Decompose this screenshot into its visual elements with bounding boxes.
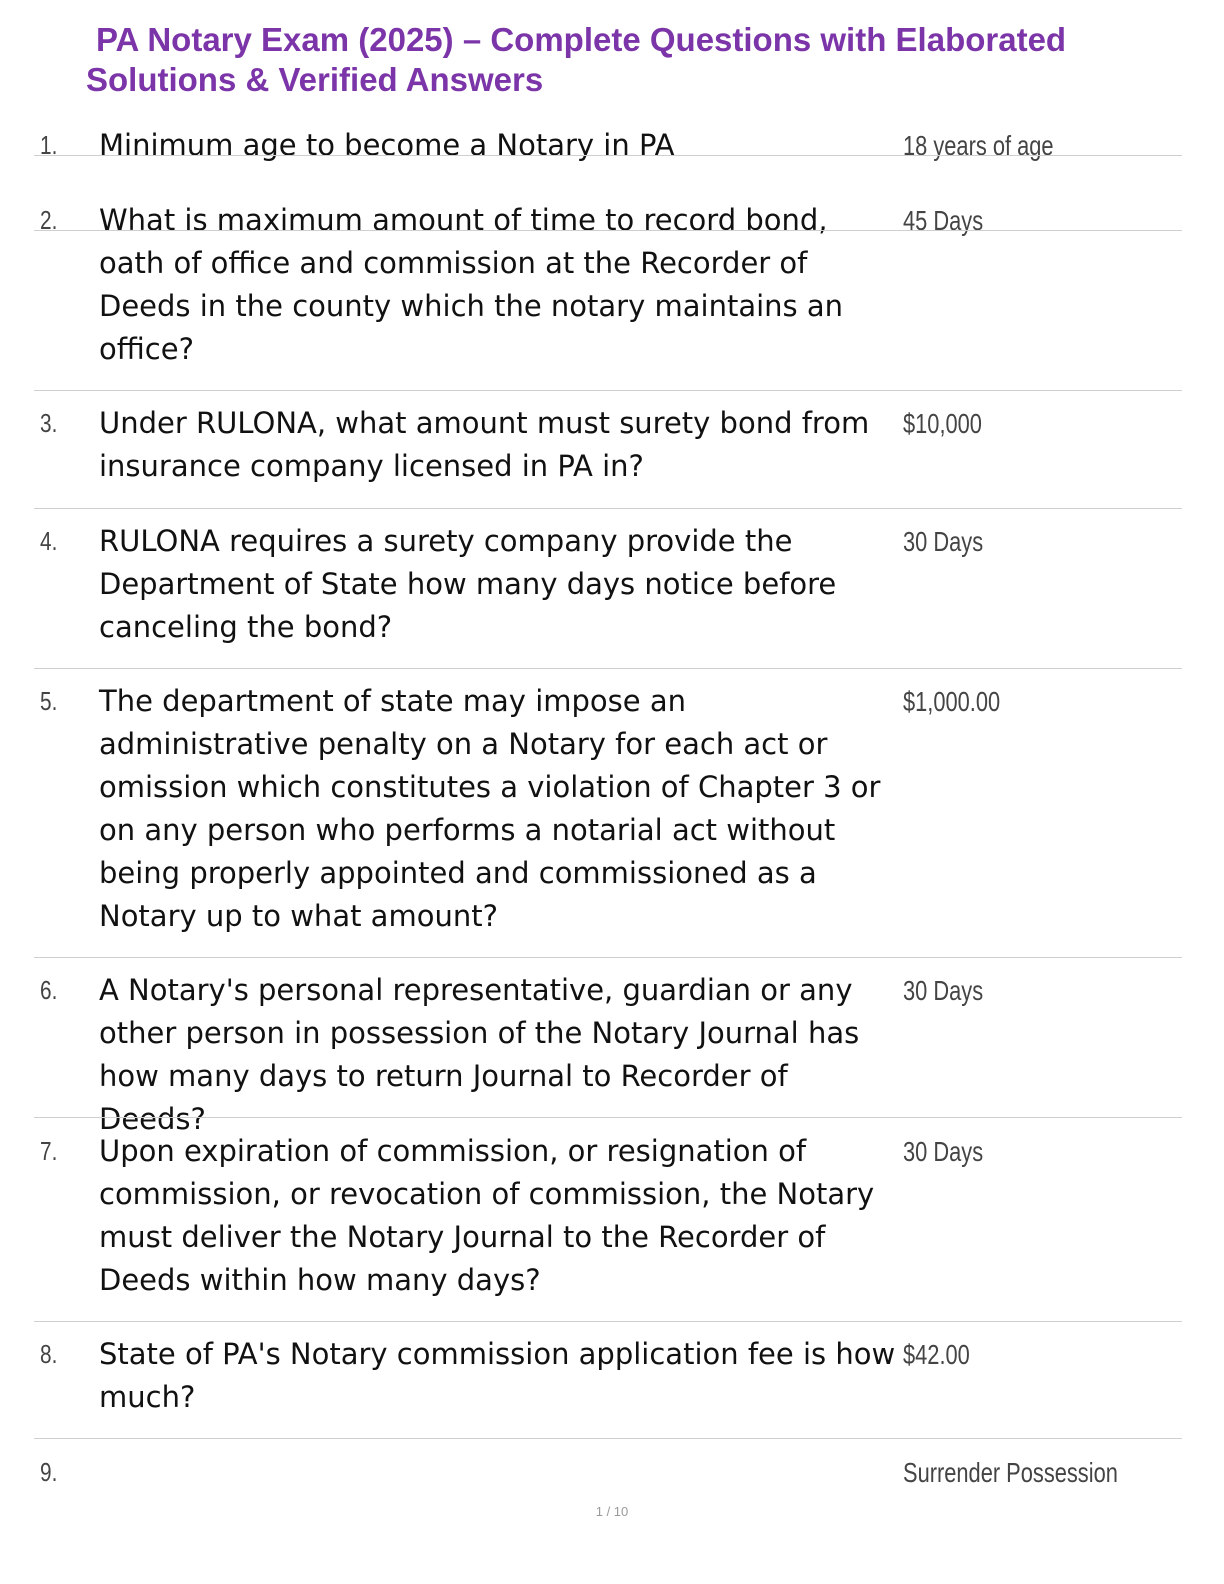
document-title [86,20,1196,100]
divider [34,1117,1182,1118]
question-number: 4. [40,526,58,556]
divider [34,957,1182,958]
question-text: What is maximum amount of time to record bond, oath of office and commission at the Recorder of Deeds in the county which the notary maintains an office? [99,203,844,366]
document-title-line-1: PA Notary Exam (2025) – Complete Questions with Elaborated [96,21,1067,58]
answer-text: 18 years of age [903,130,1054,161]
answer-text: $42.00 [903,1339,970,1370]
divider [34,508,1182,509]
page-indicator: 1 / 10 [595,1504,629,1519]
question-text: RULONA requires a surety company provide the Department of State how many days notice before canceling the bond? [99,524,837,644]
answer-text: 30 Days [903,526,984,557]
question-number: 8. [40,1339,58,1369]
divider [34,230,1182,231]
answer-text: $10,000 [903,408,982,439]
question-number: 5. [40,686,58,716]
question-number: 1. [40,130,58,160]
question-text: Minimum age to become a Notary in PA [99,128,675,162]
question-text: Upon expiration of commission, or resignation of commission, or revocation of commission, the Notary must deliver the Notary Journal to the Recorder of Deeds within how many days? [99,1134,875,1297]
divider [34,668,1182,669]
document-title-line-2: Solutions & Verified Answers [86,61,544,98]
answer-text: 45 Days [903,205,984,236]
question-text: State of PA's Notary commission application fee is how much? [99,1337,896,1414]
question-number: 2. [40,205,58,235]
answer-text: 30 Days [903,1136,984,1167]
question-number: 6. [40,975,58,1005]
answer-text: $1,000.00 [903,686,1001,717]
question-text: Under RULONA, what amount must surety bond from insurance company licensed in PA in? [99,406,870,483]
question-text: The department of state may impose an administrative penalty on a Notary for each act or omission which constitutes a violation of Chapter 3 or on any person who performs a notarial act without being properly appointed and commissioned as a Notary up to what amount? [99,684,881,933]
divider [34,1438,1182,1439]
divider [34,155,1182,156]
question-text: A Notary's personal representative, guardian or any other person in possession of the Notary Journal has how many days to return Journal to Recorder of Deeds? [99,973,860,1136]
answer-text: 30 Days [903,975,984,1006]
divider [34,390,1182,391]
question-number: 3. [40,408,58,438]
question-number: 9. [40,1457,58,1487]
question-number: 7. [40,1136,58,1166]
divider [34,1321,1182,1322]
answer-text: Surrender Possession [903,1457,1118,1488]
